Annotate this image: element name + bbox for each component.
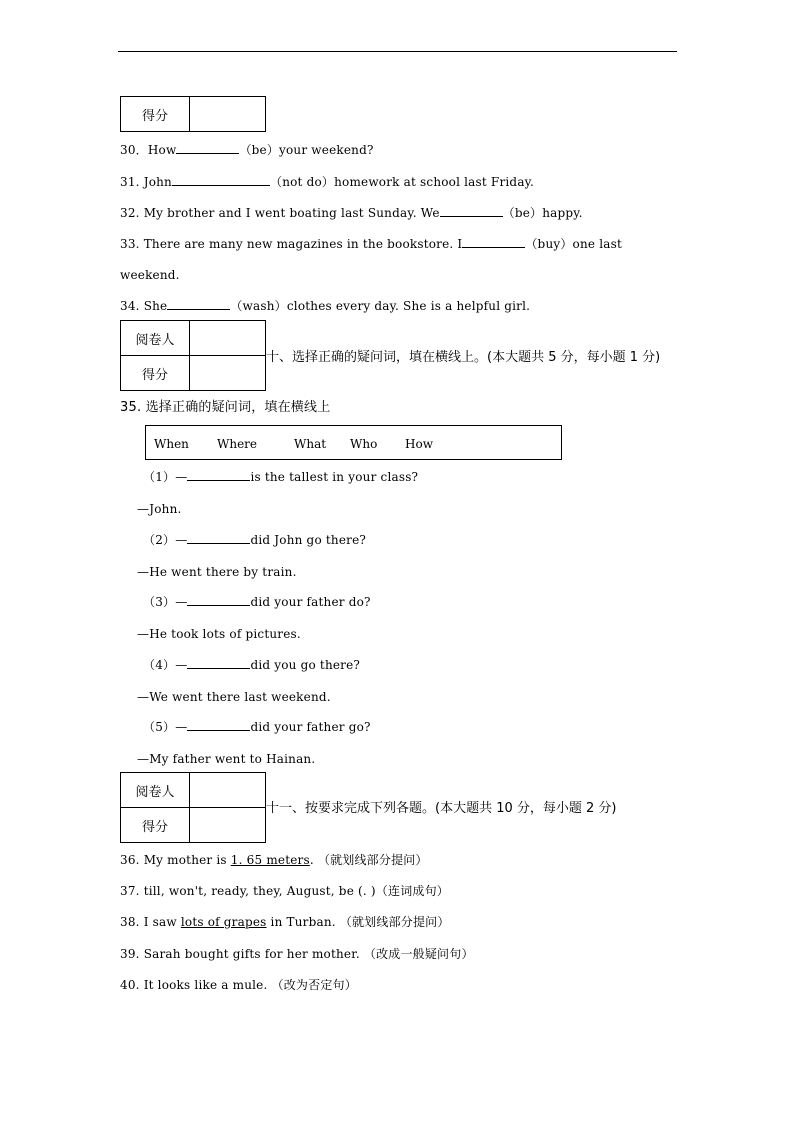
answer-blank[interactable] [187, 468, 250, 481]
question-35: 35. 选择正确的疑问词，填在横线上 [120, 400, 331, 415]
header-rule [118, 51, 677, 52]
q-text: （not do）homework at school last Friday. [270, 175, 535, 189]
word: How [405, 437, 433, 451]
answer-blank[interactable] [167, 297, 230, 310]
question-39: 39. Sarah bought gifts for her mother. （改成一般疑问句） [120, 947, 474, 961]
q-text: （buy）one last [525, 237, 622, 251]
score-box-10 [120, 320, 266, 391]
answer-blank[interactable] [440, 204, 503, 217]
score-cell[interactable] [190, 808, 266, 843]
answer-blank[interactable] [187, 718, 250, 731]
question-34 [120, 297, 530, 314]
q-text: 34. She [120, 299, 168, 313]
section-11-title: 十一、按要求完成下列各题。(本大题共 10 分，每小题 2 分) [266, 801, 617, 816]
answer-blank[interactable] [462, 235, 525, 248]
word: When [154, 437, 189, 451]
reviewer-label: 阅卷人 [121, 321, 190, 356]
reviewer-cell[interactable] [190, 773, 266, 808]
answer-blank[interactable] [172, 173, 270, 186]
sub-question-3: （3）— did your father do? [143, 595, 371, 609]
score-label: 得分 [121, 97, 190, 132]
q-text: （wash）clothes every day. She is a helpful girl. [230, 299, 531, 313]
answer-blank[interactable] [187, 656, 250, 669]
score-box-9 [120, 96, 266, 132]
question-33-cont: weekend. [120, 268, 180, 282]
q-text: 33. There are many new magazines in the bookstore. I [120, 237, 463, 251]
score-box-11 [120, 772, 266, 843]
q-text: （be）your weekend? [239, 143, 374, 157]
score-label: 得分 [121, 808, 190, 843]
question-37: 37. till, won't, ready, they, August, be (. )（连词成句） [120, 884, 449, 898]
question-33 [120, 235, 622, 252]
q-text: 31. John [120, 175, 172, 189]
reviewer-cell[interactable] [190, 321, 266, 356]
question-32 [120, 204, 583, 221]
sub-question-4: （4）— did you go there? [143, 658, 361, 672]
question-30 [120, 141, 374, 158]
sub-question-2: （2）— did John go there? [143, 533, 367, 547]
score-cell[interactable] [190, 97, 266, 132]
answer-4: —We went there last weekend. [137, 690, 331, 704]
answer-5: —My father went to Hainan. [137, 752, 316, 766]
question-40: 40. It looks like a mule. （改为否定句） [120, 978, 357, 992]
sub-question-5: （5）— did your father go? [143, 720, 371, 734]
word: Where [217, 437, 258, 451]
sub-question-1: （1）— is the tallest in your class? [143, 470, 419, 484]
q-text: 32. My brother and I went boating last Sunday. We [120, 206, 440, 220]
answer-2: —He went there by train. [137, 565, 297, 579]
q-text: 30．How [120, 143, 177, 157]
section-10-title: 十、选择正确的疑问词，填在横线上。(本大题共 5 分，每小题 1 分) [266, 350, 661, 365]
word: Who [350, 437, 378, 451]
reviewer-label: 阅卷人 [121, 773, 190, 808]
answer-3: —He took lots of pictures. [137, 627, 301, 641]
question-36: 36. My mother is 1. 65 meters. （就划线部分提问） [120, 853, 428, 867]
word: What [294, 437, 327, 451]
answer-blank[interactable] [187, 593, 250, 606]
q-text: （be）happy. [502, 206, 583, 220]
score-label: 得分 [121, 356, 190, 391]
score-cell[interactable] [190, 356, 266, 391]
question-31 [120, 173, 534, 190]
answer-1: —John. [137, 502, 182, 516]
answer-blank[interactable] [187, 531, 250, 544]
word-box [145, 425, 562, 460]
question-38: 38. I saw lots of grapes in Turban. （就划线部分提问） [120, 915, 450, 929]
answer-blank[interactable] [176, 141, 239, 154]
